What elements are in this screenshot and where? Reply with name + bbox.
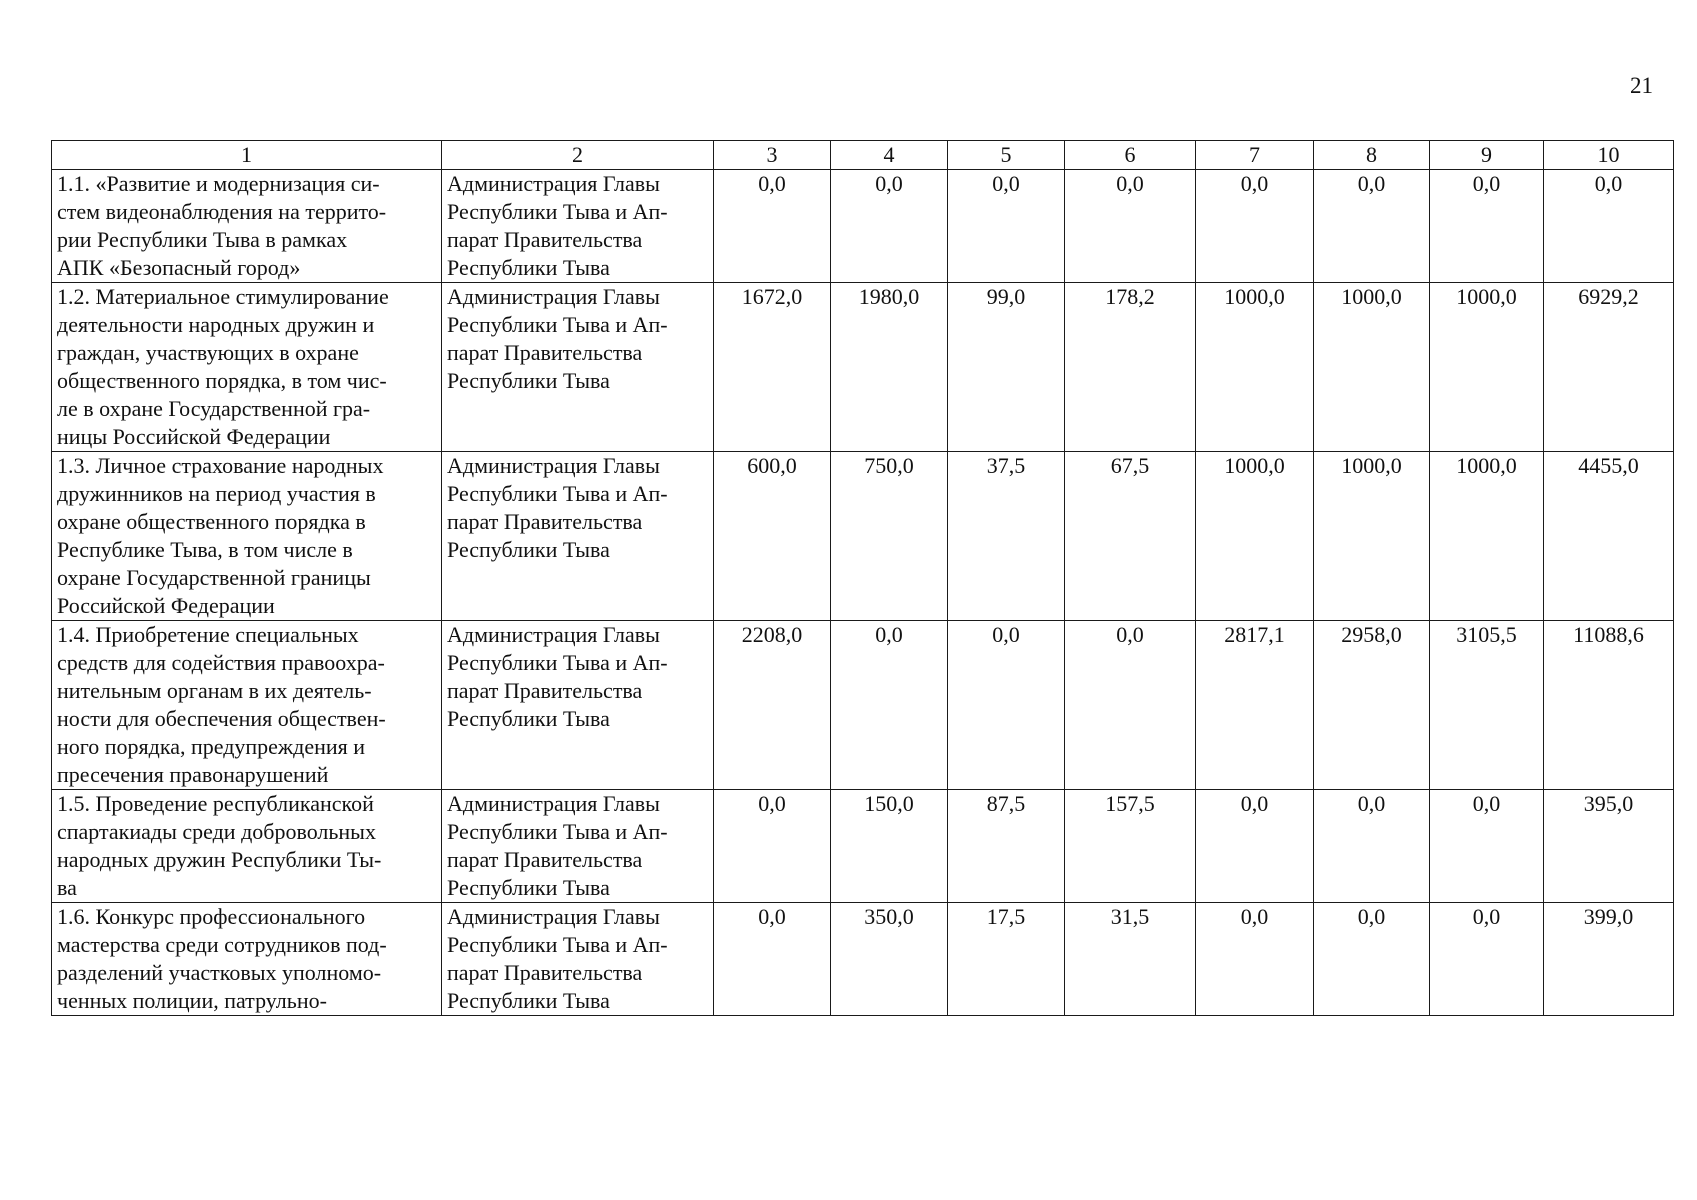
value-cell: 87,5 xyxy=(948,790,1065,903)
value-cell: 157,5 xyxy=(1065,790,1196,903)
value-cell: 0,0 xyxy=(1314,790,1430,903)
value-cell: 3105,5 xyxy=(1430,621,1544,790)
value-cell: 67,5 xyxy=(1065,452,1196,621)
value-cell: 0,0 xyxy=(1065,621,1196,790)
column-header: 7 xyxy=(1196,141,1314,170)
value-cell: 0,0 xyxy=(948,621,1065,790)
column-header: 6 xyxy=(1065,141,1196,170)
value-cell: 2958,0 xyxy=(1314,621,1430,790)
value-cell: 1000,0 xyxy=(1196,283,1314,452)
executor-cell: Администрация Главы Республики Тыва и Ап- парат Правительства Республики Тыва xyxy=(442,621,714,790)
executor-cell: Администрация Главы Республики Тыва и Ап- парат Правительства Республики Тыва xyxy=(442,452,714,621)
value-cell: 0,0 xyxy=(1196,170,1314,283)
value-cell: 1980,0 xyxy=(831,283,948,452)
measure-description-cell: 1.2. Материальное стимулирование деятельности народных дружин и граждан, участвующих в охране общественного порядка, в том чис- ле в охране Государственной гра- ницы Российской Федерации xyxy=(52,283,442,452)
value-cell: 0,0 xyxy=(948,170,1065,283)
column-header: 5 xyxy=(948,141,1065,170)
funding-table xyxy=(51,140,1674,1016)
value-cell: 1000,0 xyxy=(1430,283,1544,452)
table-row xyxy=(52,790,1674,903)
value-cell: 0,0 xyxy=(714,170,831,283)
value-cell: 0,0 xyxy=(831,621,948,790)
value-cell: 1000,0 xyxy=(1430,452,1544,621)
measure-description-cell: 1.4. Приобретение специальных средств для содействия правоохра- нительным органам в их деятель- ности для обеспечения обществен- ного порядка, предупреждения и пресечения правонарушений xyxy=(52,621,442,790)
value-cell: 750,0 xyxy=(831,452,948,621)
value-cell: 150,0 xyxy=(831,790,948,903)
value-cell: 0,0 xyxy=(1430,170,1544,283)
value-cell: 1000,0 xyxy=(1196,452,1314,621)
value-cell: 0,0 xyxy=(1314,903,1430,1016)
value-cell: 178,2 xyxy=(1065,283,1196,452)
table-header xyxy=(52,141,1674,170)
executor-cell: Администрация Главы Республики Тыва и Ап- парат Правительства Республики Тыва xyxy=(442,790,714,903)
measure-description-cell: 1.5. Проведение республиканской спартакиады среди добровольных народных дружин Республики Ты- ва xyxy=(52,790,442,903)
executor-cell: Администрация Главы Республики Тыва и Ап- парат Правительства Республики Тыва xyxy=(442,903,714,1016)
value-cell: 2817,1 xyxy=(1196,621,1314,790)
value-cell: 11088,6 xyxy=(1544,621,1674,790)
value-cell: 4455,0 xyxy=(1544,452,1674,621)
value-cell: 395,0 xyxy=(1544,790,1674,903)
value-cell: 1000,0 xyxy=(1314,452,1430,621)
value-cell: 0,0 xyxy=(831,170,948,283)
value-cell: 0,0 xyxy=(714,790,831,903)
column-header: 4 xyxy=(831,141,948,170)
value-cell: 1672,0 xyxy=(714,283,831,452)
value-cell: 0,0 xyxy=(1196,903,1314,1016)
value-cell: 6929,2 xyxy=(1544,283,1674,452)
table-body xyxy=(52,170,1674,1016)
value-cell: 0,0 xyxy=(1065,170,1196,283)
page-number: 21 xyxy=(1630,73,1653,98)
value-cell: 37,5 xyxy=(948,452,1065,621)
value-cell: 399,0 xyxy=(1544,903,1674,1016)
column-header: 9 xyxy=(1430,141,1544,170)
value-cell: 31,5 xyxy=(1065,903,1196,1016)
column-header: 8 xyxy=(1314,141,1430,170)
column-header: 3 xyxy=(714,141,831,170)
value-cell: 350,0 xyxy=(831,903,948,1016)
table-row xyxy=(52,283,1674,452)
value-cell: 1000,0 xyxy=(1314,283,1430,452)
table-row xyxy=(52,903,1674,1016)
value-cell: 600,0 xyxy=(714,452,831,621)
value-cell: 2208,0 xyxy=(714,621,831,790)
value-cell: 17,5 xyxy=(948,903,1065,1016)
measure-description-cell: 1.6. Конкурс профессионального мастерства среди сотрудников под- разделений участковых уполномо- ченных полиции, патрульно- xyxy=(52,903,442,1016)
table-row xyxy=(52,621,1674,790)
header-row xyxy=(52,141,1674,170)
value-cell: 99,0 xyxy=(948,283,1065,452)
value-cell: 0,0 xyxy=(1430,790,1544,903)
executor-cell: Администрация Главы Республики Тыва и Ап- парат Правительства Республики Тыва xyxy=(442,170,714,283)
column-header: 1 xyxy=(52,141,442,170)
column-header: 10 xyxy=(1544,141,1674,170)
table-row xyxy=(52,170,1674,283)
column-header: 2 xyxy=(442,141,714,170)
table-row xyxy=(52,452,1674,621)
value-cell: 0,0 xyxy=(1430,903,1544,1016)
value-cell: 0,0 xyxy=(1314,170,1430,283)
value-cell: 0,0 xyxy=(1544,170,1674,283)
measure-description-cell: 1.3. Личное страхование народных дружинников на период участия в охране общественного порядка в Республике Тыва, в том числе в охране Государственной границы Российской Федерации xyxy=(52,452,442,621)
value-cell: 0,0 xyxy=(1196,790,1314,903)
executor-cell: Администрация Главы Республики Тыва и Ап- парат Правительства Республики Тыва xyxy=(442,283,714,452)
measure-description-cell: 1.1. «Развитие и модернизация си- стем видеонаблюдения на террито- рии Республики Тыва в рамках АПК «Безопасный город» xyxy=(52,170,442,283)
value-cell: 0,0 xyxy=(714,903,831,1016)
